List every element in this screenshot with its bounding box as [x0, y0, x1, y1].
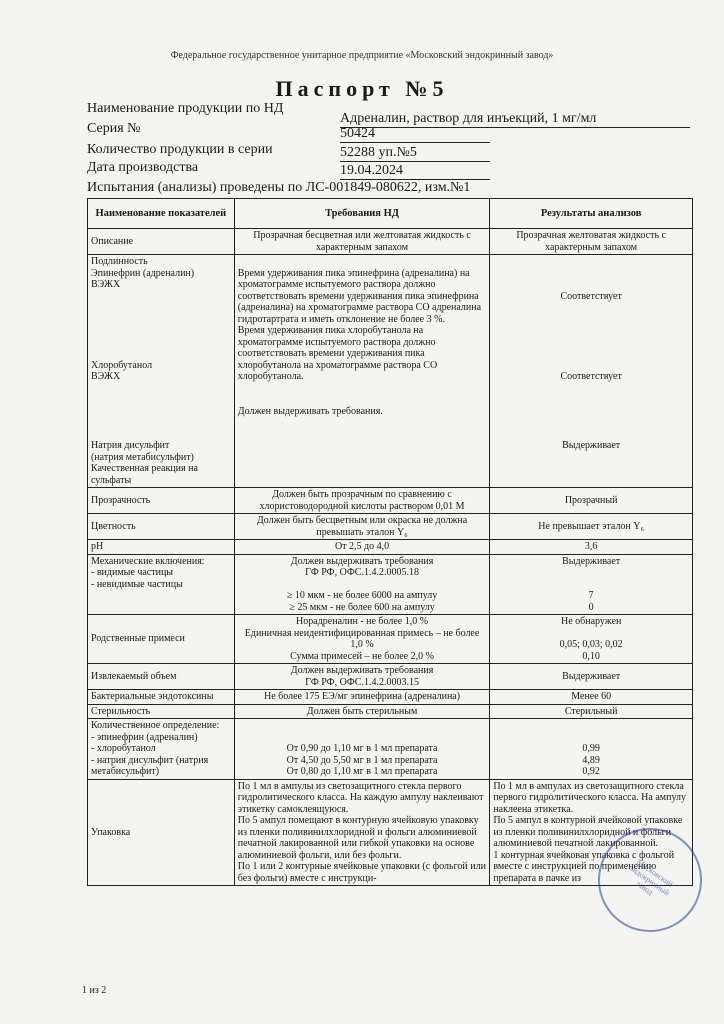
header-results: Результаты анализов	[490, 199, 693, 229]
series-value: 50424	[340, 126, 490, 143]
table-row	[88, 719, 693, 780]
production-date-label: Дата производства	[87, 160, 199, 175]
row-result: Соответствует Соответствует Выдерживает	[490, 255, 693, 488]
header-requirements: Требования НД	[234, 199, 490, 229]
table-row	[88, 488, 693, 514]
specification-table	[87, 198, 693, 886]
row-name: Описание	[88, 229, 235, 255]
page-number: 1 из 2	[82, 985, 107, 996]
row-requirement: От 0,90 до 1,10 мг в 1 мл препарата От 4,50 до 5,50 мг в 1 мл препарата От 0,80 до 1,10 мг в 1 мл препарата	[234, 719, 490, 780]
table-row	[88, 514, 693, 540]
product-name-value: Адреналин, раствор для инъекций, 1 мг/мл	[340, 111, 690, 128]
row-requirement: Должен быть стерильным	[234, 704, 490, 719]
row-result: 3,6	[490, 540, 693, 555]
product-name-label: Наименование продукции по НД	[87, 101, 284, 116]
table-row	[88, 615, 693, 664]
stamp-text: Московский эндокринный завод	[628, 856, 675, 897]
table-row	[88, 690, 693, 705]
row-name: Родственные примеси	[88, 615, 235, 664]
row-name: Цветность	[88, 514, 235, 540]
organization-header: Федеральное государственное унитарное предприятие «Московский эндокринный завод»	[170, 50, 554, 61]
row-result: Выдерживает	[490, 664, 693, 690]
row-name: Прозрачность	[88, 488, 235, 514]
tests-reference: Испытания (анализы) проведены по ЛС-001849-080622, изм.№1	[87, 180, 471, 195]
table-row	[88, 704, 693, 719]
table-row	[88, 779, 693, 886]
row-requirement: От 2,5 до 4,0	[234, 540, 490, 555]
row-requirement: Должен выдерживать требования ГФ РФ, ОФС.1.4.2.0005.18 ≥ 10 мкм - не более 6000 на ампулу ≥ 25 мкм - не более 600 на ампулу	[234, 554, 490, 615]
table-row	[88, 554, 693, 615]
row-result: Стерильный	[490, 704, 693, 719]
row-result: Не превышает эталон Y₆	[490, 514, 693, 540]
header-name: Наименование показателей	[88, 199, 235, 229]
row-name: Подлинность Эпинефрин (адреналин) ВЭЖХ Хлоробутанол ВЭЖХ Натрия дисульфит (натрия метабисульфит) Качественная реакция на сульфаты	[88, 255, 235, 488]
row-name: Упаковка	[88, 779, 235, 886]
row-requirement: Должен быть бесцветным или окраска не должна превышать эталон Y₆	[234, 514, 490, 540]
series-label: Серия №	[87, 121, 141, 136]
row-requirement: По 1 мл в ампулы из светозащитного стекла первого гидролитического класса. На каждую ампулу наклеивают этикетку самоклеящуюся. По 5 ампул помещают в контурную ячейковую упаковку из пленки поливинилхлоридной и фольги алюминиевой печатной лакированной или гибкой упаковки на основе алюминиевой фольги, или без фольги. По 1 или 2 контурные ячейковые упаковки (с фольгой или без фольги) вместе с инструкци-	[234, 779, 490, 886]
table-row	[88, 664, 693, 690]
row-requirement: Должен выдерживать требования ГФ РФ, ОФС.1.4.2.0003.15	[234, 664, 490, 690]
row-name: pH	[88, 540, 235, 555]
table-row	[88, 540, 693, 555]
row-requirement: Норадреналин - не более 1,0 % Единичная неидентифицированная примесь – не более 1,0 % Сумма примесей – не более 2,0 %	[234, 615, 490, 664]
row-requirement: Должен быть прозрачным по сравнению с хлористоводородной кислоты раствором 0,01 М	[234, 488, 490, 514]
row-name: Извлекаемый объем	[88, 664, 235, 690]
table-header-row	[88, 199, 693, 229]
row-result: По 1 мл в ампулах из светозащитного стекла первого гидролитического класса. На ампулу наклеена этикетка. По 5 ампул в контурной ячейковой упаковке из пленки поливинилхлоридной и фольги алюминиевой печатной лакированной. 1 контурная ячейковая упаковка с фольгой вместе с инструкцией по применению препарата в пачке из	[490, 779, 693, 886]
row-result: 0,99 4,89 0,92	[490, 719, 693, 780]
row-result: Прозрачный	[490, 488, 693, 514]
row-requirement: Прозрачная бесцветная или желтоватая жидкость с характерным запахом	[234, 229, 490, 255]
production-date-value: 19.04.2024	[340, 163, 490, 180]
table-row	[88, 229, 693, 255]
document-title: Паспорт №5	[275, 76, 449, 101]
row-result: Прозрачная желтоватая жидкость с характерным запахом	[490, 229, 693, 255]
row-name: Стерильность	[88, 704, 235, 719]
row-result: Не обнаружен 0,05; 0,03; 0,02 0,10	[490, 615, 693, 664]
row-result: Менее 60	[490, 690, 693, 705]
row-name: Механические включения: - видимые частицы - невидимые частицы	[88, 554, 235, 615]
table-row	[88, 255, 693, 488]
row-name: Количественное определение: - эпинефрин (адреналин) - хлоробутанол - натрия дисульфит (натрия метабисульфит)	[88, 719, 235, 780]
quantity-label: Количество продукции в серии	[87, 142, 273, 157]
row-name: Бактериальные эндотоксины	[88, 690, 235, 705]
row-result: Выдерживает 7 0	[490, 554, 693, 615]
row-requirement: Не более 175 ЕЭ/мг эпинефрина (адреналина)	[234, 690, 490, 705]
quantity-value: 52288 уп.№5	[340, 145, 490, 162]
row-requirement: Время удерживания пика эпинефрина (адреналина) на хроматограмме испытуемого раствора должно соответствовать времени удерживания пика эпинефрина (адреналина) на хроматограмме раствора СО адреналина гидротартрата и иметь отклонение не более 3 %. Время удерживания пика хлоробутанола на хроматограмме испытуемого раствора должно соответствовать времени удерживания пика хлоробутанола на хроматограмме раствора СО хлоробутанола. Должен выдерживать требования.	[234, 255, 490, 488]
